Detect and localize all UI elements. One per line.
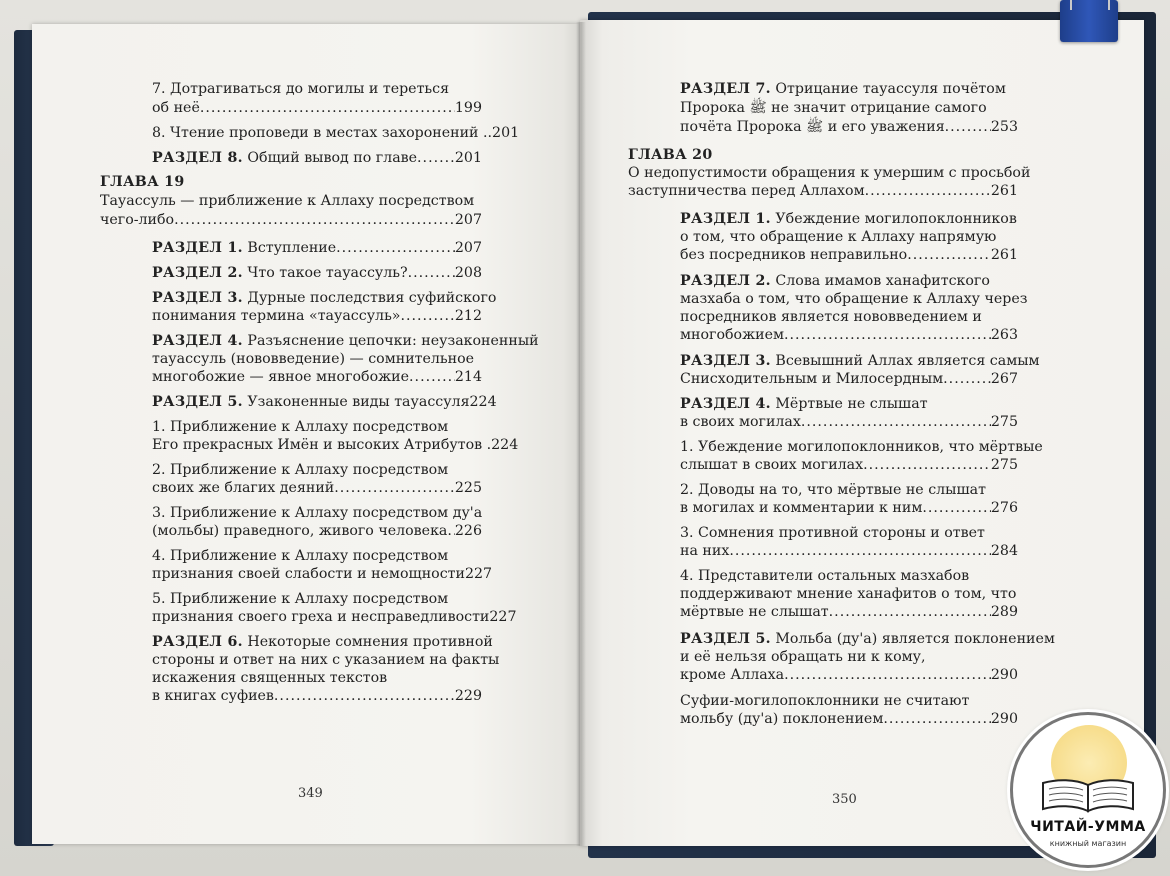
toc-line: 1. Убеждение могилопоклонников, что мёртвые — [680, 439, 1043, 455]
toc-row: слышат в своих могилах ..... 275 — [680, 456, 1018, 474]
toc-row: РАЗДЕЛ 5. Узаконенные виды тауассуля 224 — [152, 394, 497, 410]
toc-line: РАЗДЕЛ 5. Мольба (ду'а) является поклонением — [680, 631, 1055, 647]
toc-line: РАЗДЕЛ 4. Мёртвые не слышат — [680, 396, 928, 412]
toc-line: Суфии-могилопоклонники не считают — [680, 693, 970, 709]
toc-line: искажения священных текстов — [152, 670, 388, 686]
toc-line: Пророка ﷺ не значит отрицание самого — [680, 100, 987, 116]
toc-line: тауассуль (нововведение) — сомнительное — [152, 351, 475, 367]
toc-line: РАЗДЕЛ 3. Дурные последствия суфийского — [152, 290, 497, 306]
toc-row: Его прекрасных Имён и высоких Атрибутов . 224 — [152, 437, 519, 453]
toc-line: 3. Приближение к Аллаху посредством ду'а — [152, 505, 483, 521]
toc-row: на них ..... 284 — [680, 542, 1018, 560]
toc-row: РАЗДЕЛ 1. Вступление ..... 207 — [152, 239, 482, 257]
toc-line: РАЗДЕЛ 7. Отрицание тауассуля почётом — [680, 81, 1006, 97]
toc-row: в могилах и комментарии к ним ..... 276 — [680, 499, 1018, 517]
store-brand-name: ЧИТАЙ-УММА — [1030, 819, 1146, 835]
toc-line: РАЗДЕЛ 4. Разъяснение цепочки: неузаконенный — [152, 333, 539, 349]
toc-row: (мольбы) праведного, живого человека ..... 226 — [152, 522, 482, 540]
toc-row: в книгах суфиев ..... 229 — [152, 687, 482, 705]
toc-line: РАЗДЕЛ 3. Всевышний Аллах является самым — [680, 353, 1040, 369]
toc-line: 2. Приближение к Аллаху посредством — [152, 462, 449, 478]
toc-row: в своих могилах ..... 275 — [680, 413, 1018, 431]
toc-row: мёртвые не слышат ..... 289 — [680, 603, 1018, 621]
toc-row: понимания термина «тауассуль» ..... 212 — [152, 307, 482, 325]
toc-row: многобожие — явное многобожие ..... 214 — [152, 368, 482, 386]
toc-row: заступничества перед Аллахом ..... 261 — [628, 182, 1018, 200]
toc-line: РАЗДЕЛ 1. Убеждение могилопоклонников — [680, 211, 1017, 227]
toc-row: 8. Чтение проповеди в местах захоронений .. 201 — [152, 125, 520, 141]
toc-line: поддерживают мнение ханафитов о том, что — [680, 586, 1017, 602]
toc-row: признания своего греха и несправедливости 227 — [152, 609, 517, 625]
toc-row: Снисходительным и Милосердным ..... 267 — [680, 370, 1018, 388]
toc-row: об неё ..... 199 — [152, 99, 482, 117]
toc-line: посредников является нововведением и — [680, 309, 982, 325]
toc-row: признания своей слабости и немощности 227 — [152, 566, 493, 582]
toc-line: Тауассуль — приближение к Аллаху посредством — [100, 193, 475, 209]
toc-line: мазхаба о том, что обращение к Аллаху через — [680, 291, 1028, 307]
store-logo-watermark — [1010, 712, 1166, 868]
toc-row: своих же благих деяний ..... 225 — [152, 479, 482, 497]
toc-line: о том, что обращение к Аллаху напрямую — [680, 229, 997, 245]
toc-line: РАЗДЕЛ 2. Слова имамов ханафитского — [680, 273, 990, 289]
toc-line: 2. Доводы на то, что мёртвые не слышат — [680, 482, 986, 498]
book-gutter — [576, 22, 586, 846]
toc-row: кроме Аллаха ..... 290 — [680, 666, 1018, 684]
toc-line: стороны и ответ на них с указанием на факты — [152, 652, 500, 668]
toc-line: и её нельзя обращать ни к кому, — [680, 649, 926, 665]
toc-row: чего-либо ..... 207 — [100, 211, 482, 229]
toc-line: 1. Приближение к Аллаху посредством — [152, 419, 449, 435]
toc-row: без посредников неправильно ..... 261 — [680, 246, 1018, 264]
page-number-right: 350 — [832, 792, 857, 807]
toc-line: 4. Приближение к Аллаху посредством — [152, 548, 449, 564]
toc-line: 3. Сомнения противной стороны и ответ — [680, 525, 985, 541]
binder-clip — [1060, 0, 1118, 42]
toc-row: РАЗДЕЛ 8. Общий вывод по главе ..... 201 — [152, 149, 482, 167]
toc-line: О недопустимости обращения к умершим с просьбой — [628, 165, 1031, 181]
toc-row: почёта Пророка ﷺ и его уважения ..... 253 — [680, 118, 1018, 136]
toc-row: мольбу (ду'а) поклонением ..... 290 — [680, 710, 1018, 728]
toc-line: РАЗДЕЛ 6. Некоторые сомнения противной — [152, 634, 493, 650]
toc-line: 7. Дотрагиваться до могилы и тереться — [152, 81, 450, 97]
open-book-icon — [1037, 775, 1139, 815]
store-tagline: книжный магазин — [1049, 839, 1127, 848]
chapter-heading: ГЛАВА 20 — [628, 147, 713, 163]
toc-row: РАЗДЕЛ 2. Что такое тауассуль? ..... 208 — [152, 264, 482, 282]
toc-line: 5. Приближение к Аллаху посредством — [152, 591, 449, 607]
chapter-heading: ГЛАВА 19 — [100, 174, 185, 190]
toc-line: 4. Представители остальных мазхабов — [680, 568, 970, 584]
toc-row: многобожием ..... 263 — [680, 326, 1018, 344]
page-number-left: 349 — [298, 786, 323, 801]
